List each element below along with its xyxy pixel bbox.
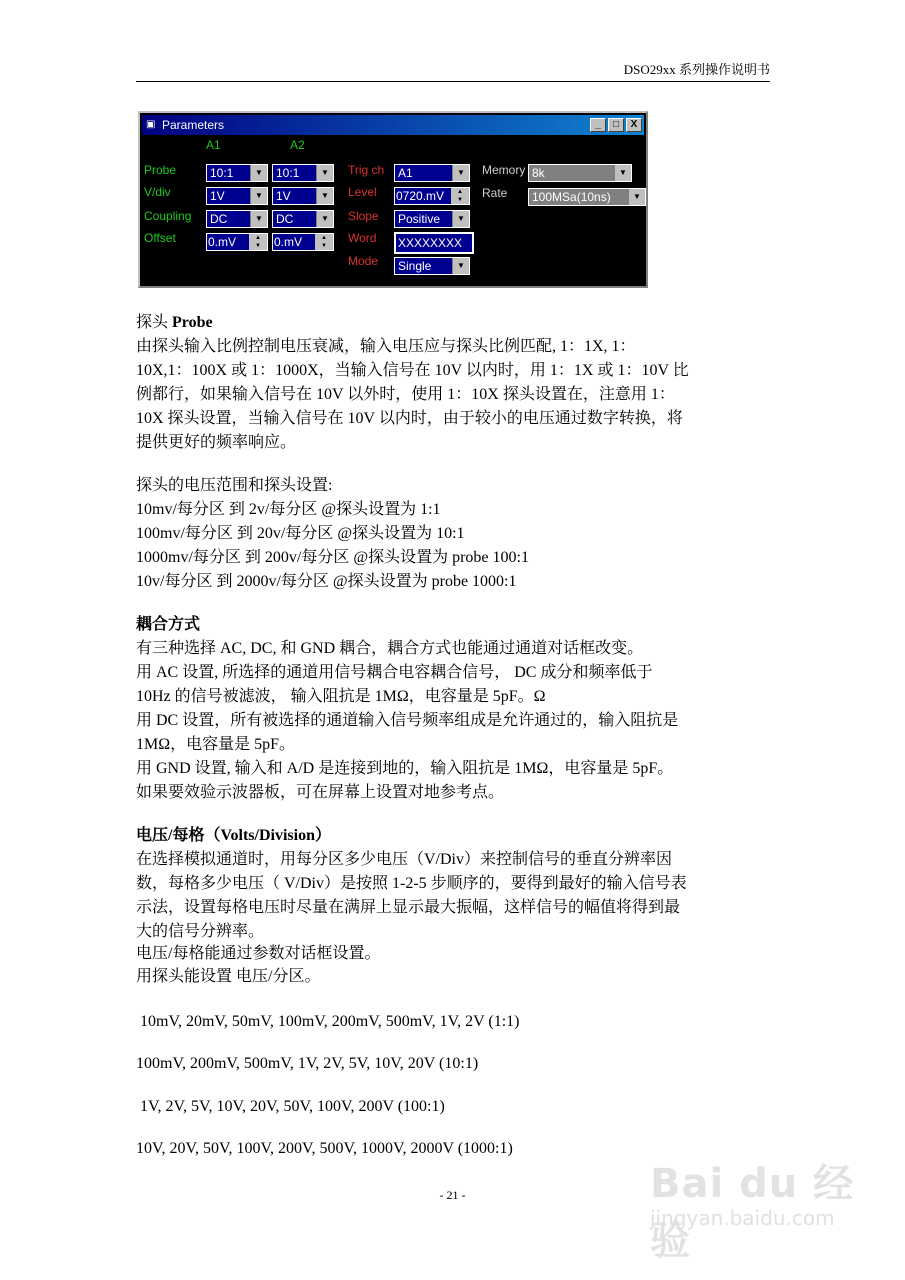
column-a2-label: A2 — [290, 138, 305, 152]
a1-offset-spinner[interactable] — [206, 233, 268, 251]
offset-label: Offset — [144, 231, 176, 245]
rate-value: 100MSa(10ns) — [532, 190, 611, 204]
chevron-down-icon: ▼ — [452, 165, 469, 181]
parameters-dialog — [138, 111, 648, 288]
a1-coupling-value: DC — [210, 212, 228, 226]
coupling-line-1: 有三种选择 AC, DC, 和 GND 耦合，耦合方式也能通过通道对话框改变。 — [136, 640, 644, 657]
probe-range-1: 10mv/每分区 到 2v/每分区 @探头设置为 1:1 — [136, 501, 441, 518]
a1-probe-value: 10:1 — [210, 166, 234, 180]
probe-para-line-5: 提供更好的频率响应。 — [136, 434, 297, 451]
memory-value: 8k — [532, 166, 545, 180]
spin-arrows-icon[interactable]: ▲ ▼ — [315, 234, 333, 250]
coupling-heading: 耦合方式 — [136, 616, 201, 633]
watermark-url: jingyan.baidu.com — [650, 1206, 835, 1230]
a2-coupling-select[interactable] — [272, 210, 334, 228]
coupling-line-3: 10Hz 的信号被滤波， 输入阻抗是 1MΩ，电容量是 5pF。Ω — [136, 688, 546, 705]
coupling-line-6: 用 GND 设置, 输入和 A/D 是连接到地的，输入阻抗是 1MΩ，电容量是 5pF。 — [136, 760, 674, 777]
probe-para-line-1: 由探头输入比例控制电压衰减，输入电压应与探头比例匹配, 1：1X, 1： — [136, 338, 636, 355]
chevron-down-icon: ▼ — [452, 211, 469, 227]
app-icon: ▣ — [146, 119, 156, 130]
probe-range-2: 100mv/每分区 到 20v/每分区 @探头设置为 10:1 — [136, 525, 465, 542]
dialog-title: Parameters — [162, 118, 225, 132]
a2-offset-spinner[interactable] — [272, 233, 334, 251]
spin-arrows-icon[interactable]: ▲ ▼ — [249, 234, 267, 250]
coupling-line-4: 用 DC 设置，所有被选择的通道输入信号频率组成是允许通过的，输入阻抗是 — [136, 712, 679, 729]
chevron-down-icon: ▼ — [250, 165, 267, 181]
a2-offset-value: 0.mV — [274, 235, 303, 249]
word-label: Word — [348, 231, 377, 245]
chevron-down-icon: ▼ — [628, 189, 645, 205]
memory-label: Memory — [482, 163, 526, 177]
chevron-down-icon: ▼ — [316, 165, 333, 181]
coupling-line-7: 如果要效验示波器板，可在屏幕上设置对地参考点。 — [136, 784, 505, 801]
trig-ch-label: Trig ch — [348, 163, 385, 177]
vdiv-list-4: 10V, 20V, 50V, 100V, 200V, 500V, 1000V, 2000V (1000:1) — [136, 1140, 513, 1157]
a1-vdiv-value: 1V — [210, 189, 225, 203]
vdiv-line-3: 示法，设置每格电压时尽量在满屏上显示最大振幅，这样信号的幅值将得到最 — [136, 899, 681, 916]
baidu-watermark — [620, 1142, 880, 1264]
a2-probe-select[interactable] — [272, 164, 334, 182]
column-a1-label: A1 — [206, 138, 221, 152]
a2-probe-value: 10:1 — [276, 166, 300, 180]
a1-probe-select[interactable] — [206, 164, 268, 182]
probe-para-line-2: 10X,1：100X 或 1：1000X，当输入信号在 10V 以内时，用 1：1X 或 1：10V 比 — [136, 362, 689, 379]
coupling-line-5: 1MΩ，电容量是 5pF。 — [136, 736, 296, 753]
memory-select[interactable] — [528, 164, 632, 182]
trig-ch-select[interactable] — [394, 164, 470, 182]
probe-range-title: 探头的电压范围和探头设置: — [136, 477, 333, 494]
a1-coupling-select[interactable] — [206, 210, 268, 228]
mode-label: Mode — [348, 254, 379, 268]
page-number: - 21 - — [439, 1188, 466, 1202]
probe-range-4: 10v/每分区 到 2000v/每分区 @探头设置为 probe 1000:1 — [136, 573, 517, 590]
watermark-logo: Bai du 经验 — [650, 1161, 855, 1264]
rate-select[interactable] — [528, 188, 646, 206]
dialog-titlebar — [142, 115, 644, 135]
vdiv-list-3: 1V, 2V, 5V, 10V, 20V, 50V, 100V, 200V (100:1) — [136, 1098, 445, 1115]
level-label: Level — [348, 185, 377, 199]
header-rule — [136, 81, 770, 82]
vdiv-line-4: 大的信号分辨率。 — [136, 923, 265, 940]
chevron-down-icon: ▼ — [250, 211, 267, 227]
probe-range-3: 1000mv/每分区 到 200v/每分区 @探头设置为 probe 100:1 — [136, 549, 529, 566]
level-value: 0720.mV — [396, 189, 445, 203]
vdiv-line-1: 在选择模拟通道时，用每分区多少电压（V/Div）来控制信号的垂直分辨率因 — [136, 851, 673, 868]
spin-arrows-icon[interactable]: ▲ ▼ — [451, 188, 469, 204]
chevron-down-icon: ▼ — [316, 188, 333, 204]
vdiv-heading: 电压/每格（Volts/Division） — [136, 827, 331, 844]
a1-offset-value: 0.mV — [208, 235, 237, 249]
probe-label: Probe — [144, 163, 177, 177]
vdiv-line-2: 数，每格多少电压（ V/Div）是按照 1-2-5 步顺序的，要得到最好的输入信号表 — [136, 875, 687, 892]
a2-vdiv-select[interactable] — [272, 187, 334, 205]
probe-heading-en: Probe — [172, 314, 213, 331]
a1-vdiv-select[interactable] — [206, 187, 268, 205]
vdiv-list-1: 10mV, 20mV, 50mV, 100mV, 200mV, 500mV, 1V, 2V (1:1) — [136, 1013, 520, 1030]
maximize-button[interactable]: □ — [608, 118, 624, 132]
trig-ch-value: A1 — [398, 166, 413, 180]
level-spinner[interactable] — [394, 187, 470, 205]
page-header: DSO29xx 系列操作说明书 — [623, 62, 770, 77]
vdiv-label: V/div — [144, 185, 171, 199]
probe-para-line-4: 10X 探头设置，当输入信号在 10V 以内时，由于较小的电压通过数字转换，将 — [136, 410, 683, 427]
slope-select[interactable] — [394, 210, 470, 228]
chevron-down-icon: ▼ — [614, 165, 631, 181]
probe-para-line-3: 例都行，如果输入信号在 10V 以外时，使用 1：10X 探头设置在，注意用 1： — [136, 386, 675, 403]
coupling-line-2: 用 AC 设置, 所选择的通道用信号耦合电容耦合信号， DC 成分和频率低于 — [136, 664, 653, 681]
chevron-down-icon: ▼ — [452, 258, 469, 274]
slope-label: Slope — [348, 209, 379, 223]
probe-heading — [136, 313, 213, 333]
probe-heading-cn: 探头 — [136, 314, 173, 331]
slope-value: Positive — [398, 212, 441, 226]
vdiv-list-2: 100mV, 200mV, 500mV, 1V, 2V, 5V, 10V, 20V (10:1) — [136, 1055, 479, 1072]
minimize-button[interactable]: _ — [590, 118, 606, 132]
vdiv-line-5: 电压/每格能通过参数对话框设置。 — [136, 945, 381, 962]
chevron-down-icon: ▼ — [316, 211, 333, 227]
chevron-down-icon: ▼ — [250, 188, 267, 204]
close-button[interactable]: X — [626, 118, 642, 132]
vdiv-line-6: 用探头能设置 电压/分区。 — [136, 968, 321, 985]
rate-label: Rate — [482, 186, 508, 200]
coupling-label: Coupling — [144, 209, 192, 223]
a2-vdiv-value: 1V — [276, 189, 291, 203]
word-input[interactable]: XXXXXXXX — [394, 232, 474, 254]
mode-value: Single — [398, 259, 432, 273]
mode-select[interactable] — [394, 257, 470, 275]
a2-coupling-value: DC — [276, 212, 294, 226]
